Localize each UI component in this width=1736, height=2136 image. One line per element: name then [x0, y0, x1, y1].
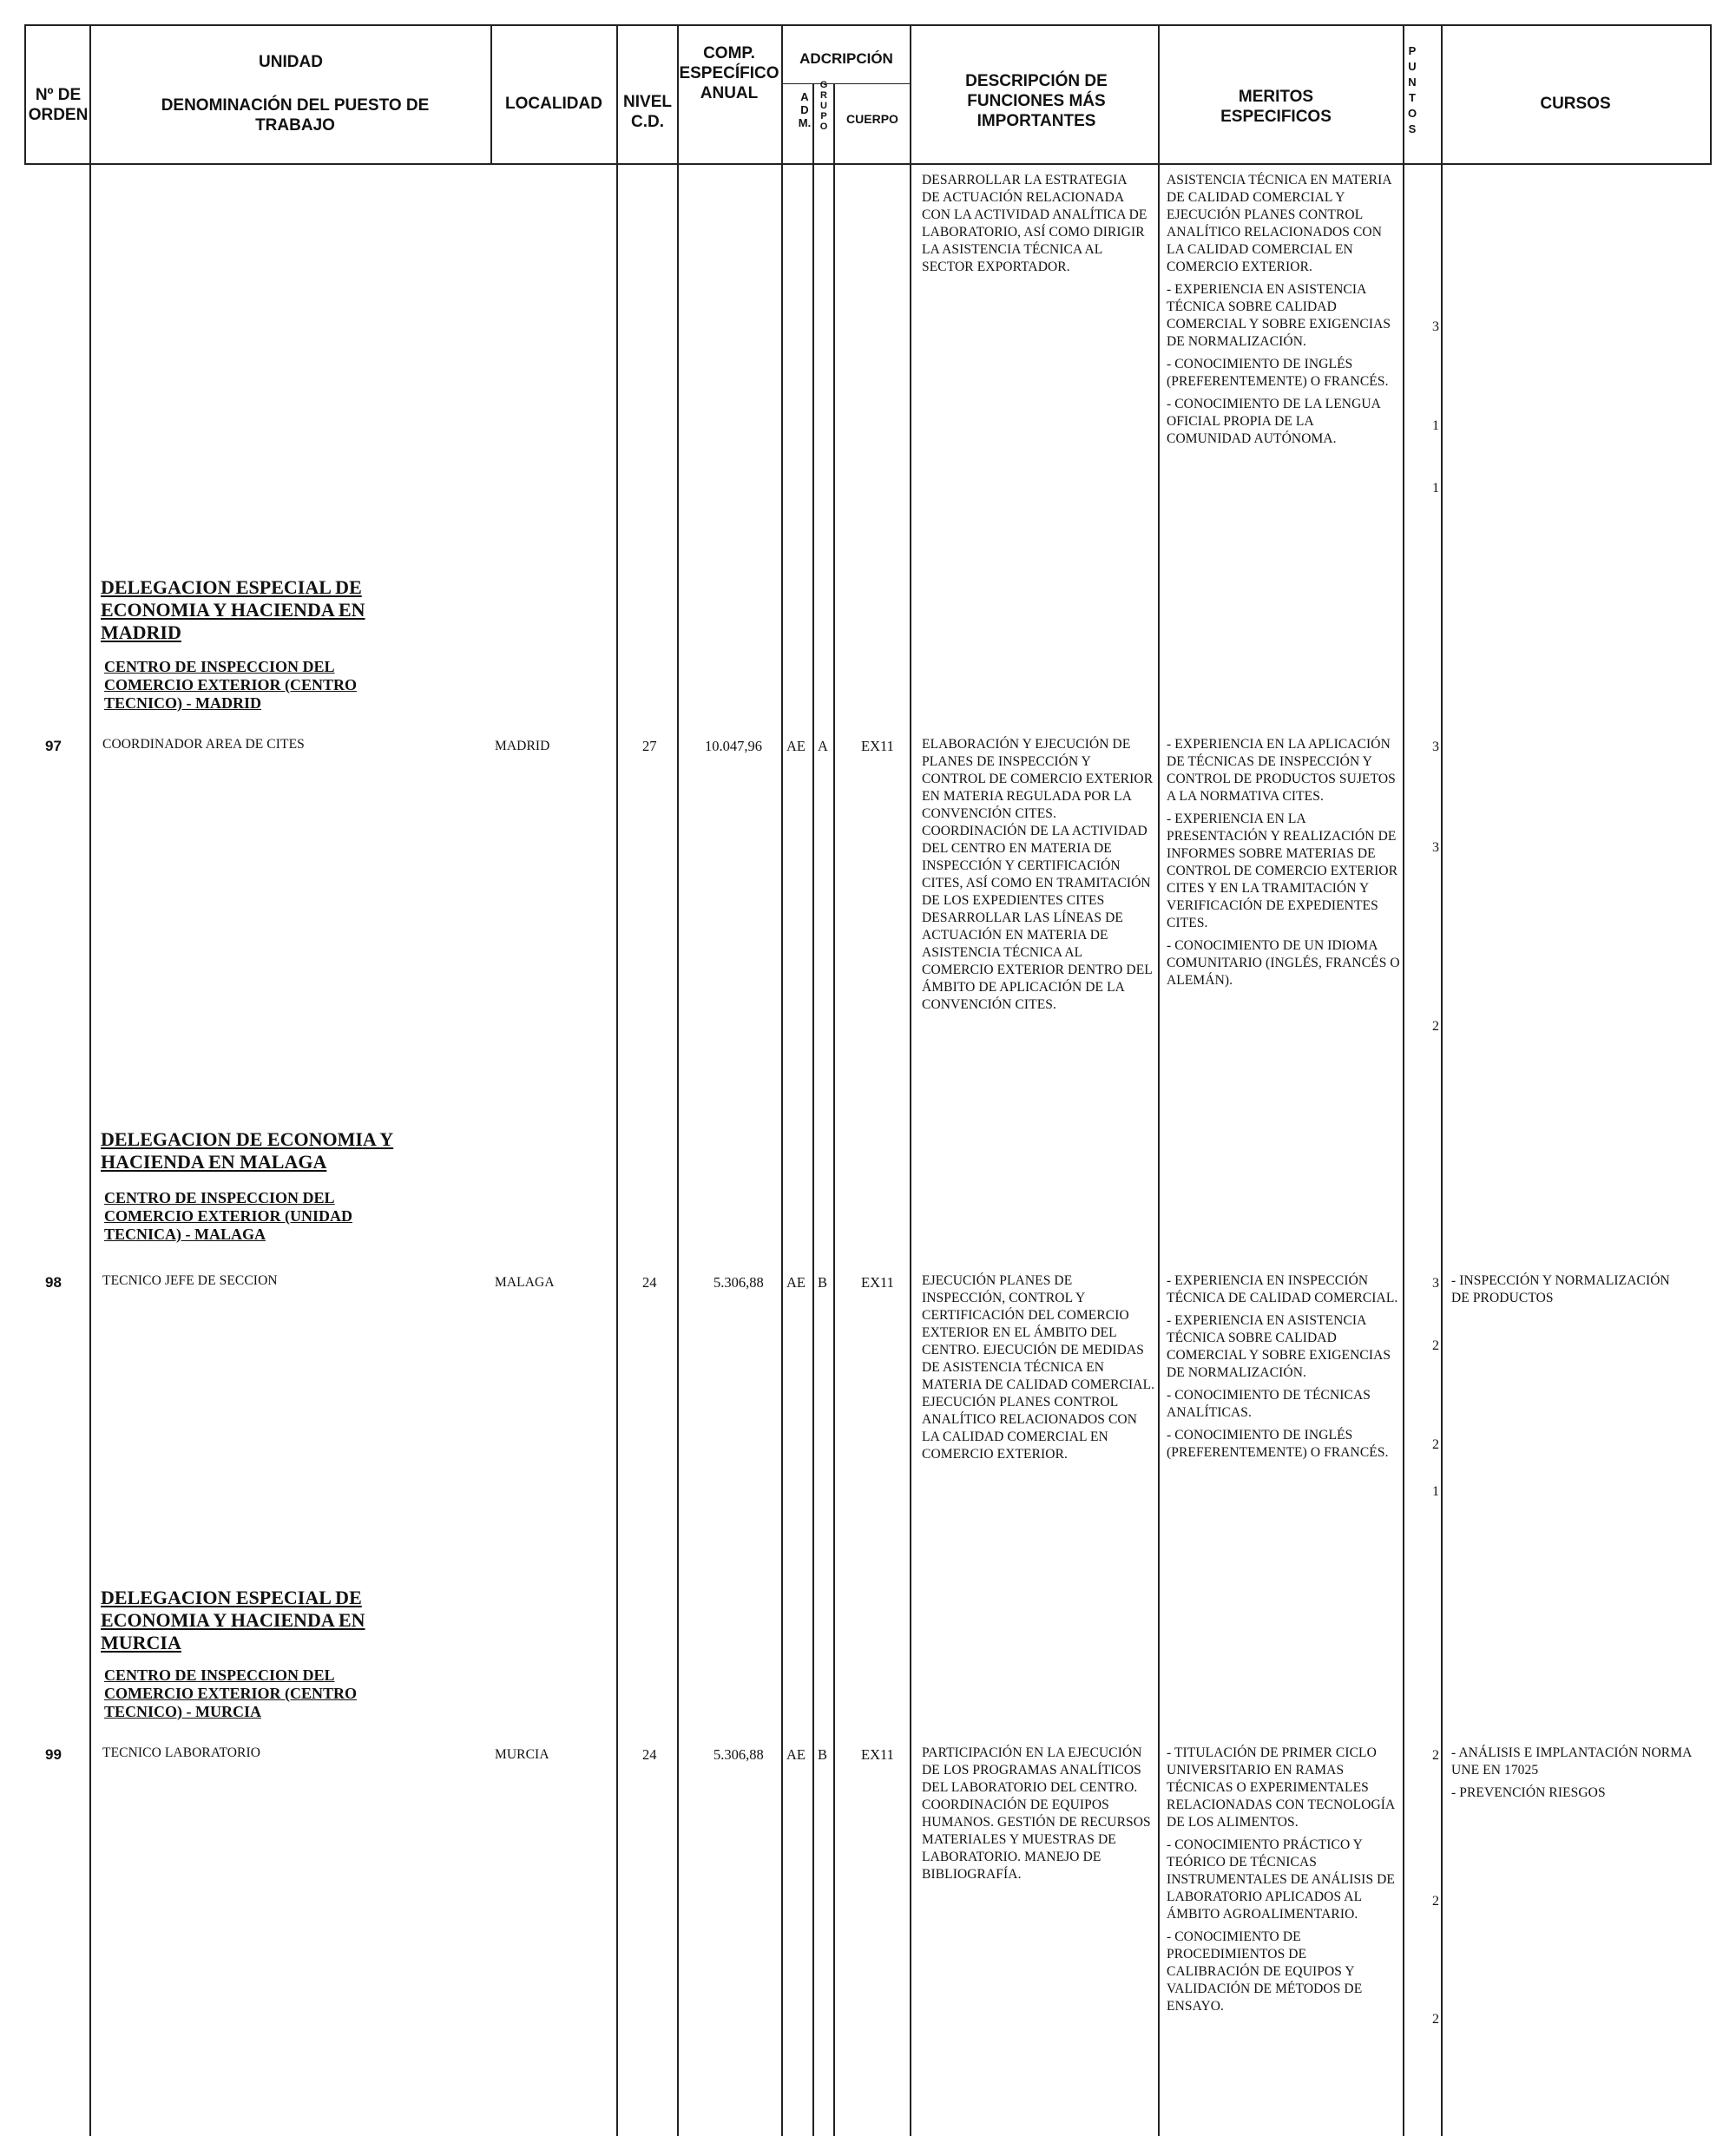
col-line-descripcion	[1158, 24, 1160, 2136]
header-nivel: NIVEL C.D.	[623, 93, 672, 131]
merito-item: - CONOCIMIENTO DE UN IDIOMA COMUNITARIO (INGLÉS, FRANCÉS O ALEMÁN).	[1167, 938, 1400, 988]
table-top-border	[24, 24, 1712, 26]
col-line-meritos	[1403, 24, 1404, 2136]
adm-value: AE	[786, 738, 806, 754]
cursos-list	[1451, 1745, 1703, 1807]
continuation-meritos	[1167, 172, 1401, 453]
cuerpo-value: EX11	[861, 1746, 894, 1763]
merito-item: - CONOCIMIENTO DE LA LENGUA OFICIAL PROPIA DE LA COMUNIDAD AUTÓNOMA.	[1167, 397, 1381, 446]
meritos-list	[1167, 1272, 1401, 1467]
merito-points: 3	[1432, 319, 1439, 334]
cuerpo-value: EX11	[861, 738, 894, 754]
col-line-grupo	[833, 83, 835, 2136]
meritos-list	[1167, 1745, 1401, 2021]
centro-heading: CENTRO DE INSPECCION DEL COMERCIO EXTERIOR (CENTRO TECNICO) - MURCIA	[104, 1666, 358, 1720]
header-grupo: G R U P O	[819, 80, 828, 132]
nivel-value: 27	[642, 738, 657, 754]
centro-heading: CENTRO DE INSPECCION DEL COMERCIO EXTERIOR (UNIDAD TECNICA) - MALAGA	[104, 1189, 353, 1243]
grupo-value: A	[818, 738, 828, 754]
localidad-value: MALAGA	[495, 1275, 555, 1290]
merito-item: - CONOCIMIENTO DE INGLÉS (PREFERENTEMENTE) O FRANCÉS.	[1167, 1428, 1389, 1460]
merito-points: 3	[1432, 739, 1439, 754]
col-line-puntos	[1441, 24, 1443, 2136]
col-line-nivel	[677, 24, 679, 2136]
col-line-adm	[812, 83, 814, 2136]
delegacion-heading: DELEGACION DE ECONOMIA Y HACIENDA EN MALAGA	[101, 1128, 394, 1173]
header-localidad: LOCALIDAD	[505, 95, 602, 113]
localidad-value: MURCIA	[495, 1747, 549, 1762]
merito-item: - EXPERIENCIA EN LA APLICACIÓN DE TÉCNICAS DE INSPECCIÓN Y CONTROL DE PRODUCTOS SUJETOS A LA NORMATIVA CITES.	[1167, 737, 1396, 804]
continuation-descripcion: DESARROLLAR LA ESTRATEGIA DE ACTUACIÓN RELACIONADA CON LA ACTIVIDAD ANALÍTICA DE LABORATORIO, ASÍ COMO DIRIGIR LA ASISTENCIA TÉCNICA AL SECTOR EXPORTADOR.	[922, 173, 1147, 274]
puesto-name: TECNICO LABORATORIO	[102, 1745, 261, 1760]
adm-value: AE	[786, 1274, 806, 1291]
header-meritos: MERITOS ESPECIFICOS	[1220, 88, 1332, 126]
merito-item: - EXPERIENCIA EN INSPECCIÓN TÉCNICA DE CALIDAD COMERCIAL.	[1167, 1273, 1398, 1305]
merito-points: 1	[1432, 1484, 1439, 1499]
col-line-cuerpo	[910, 24, 911, 2136]
col-line-comp	[781, 24, 783, 2136]
adscripcion-subheader-line	[781, 83, 910, 84]
merito-points: 2	[1432, 2012, 1439, 2027]
grupo-value: B	[818, 1274, 828, 1291]
merito-points: 3	[1432, 840, 1439, 855]
merito-points: 2	[1432, 1437, 1439, 1452]
nivel-value: 24	[642, 1274, 657, 1291]
delegacion-heading: DELEGACION ESPECIAL DE ECONOMIA Y HACIENDA EN MADRID	[101, 576, 365, 643]
header-denominacion: DENOMINACIÓN DEL PUESTO DE TRABAJO	[161, 96, 430, 135]
adm-value: AE	[786, 1746, 806, 1763]
merito-item: ASISTENCIA TÉCNICA EN MATERIA DE CALIDAD COMERCIAL Y EJECUCIÓN PLANES CONTROL ANALÍTICO RELACIONADOS CON LA CALIDAD COMERCIAL EN COMERCIO EXTERIOR.	[1167, 173, 1391, 274]
curso-item: - INSPECCIÓN Y NORMALIZACIÓN DE PRODUCTOS	[1451, 1273, 1670, 1305]
header-descripcion: DESCRIPCIÓN DE FUNCIONES MÁS IMPORTANTES	[965, 72, 1108, 130]
header-adscripcion: ADCRIPCIÓN	[799, 50, 893, 67]
merito-points: 1	[1432, 418, 1439, 433]
localidad-value: MADRID	[495, 739, 550, 753]
merito-item: - EXPERIENCIA EN ASISTENCIA TÉCNICA SOBRE CALIDAD COMERCIAL Y SOBRE EXIGENCIAS DE NORMALIZACIÓN.	[1167, 1313, 1391, 1380]
cuerpo-value: EX11	[861, 1274, 894, 1291]
meritos-list	[1167, 736, 1401, 995]
header-puntos: P U N T O S	[1407, 44, 1417, 135]
col-line-denominacion	[490, 24, 492, 165]
merito-item: - CONOCIMIENTO PRÁCTICO Y TEÓRICO DE TÉCNICAS INSTRUMENTALES DE ANÁLISIS DE LABORATORIO APLICADOS AL ÁMBITO AGROALIMENTARIO.	[1167, 1837, 1396, 1922]
curso-item: - ANÁLISIS E IMPLANTACIÓN NORMA UNE EN 17025	[1451, 1745, 1692, 1778]
merito-item: - CONOCIMIENTO DE INGLÉS (PREFERENTEMENTE) O FRANCÉS.	[1167, 357, 1389, 389]
header-unidad: UNIDAD	[259, 53, 323, 71]
descripcion-text: EJECUCIÓN PLANES DE INSPECCIÓN, CONTROL Y CERTIFICACIÓN DEL COMERCIO EXTERIOR EN EL ÁMBITO DEL CENTRO. EJECUCIÓN DE MEDIDAS DE ASISTENCIA TÉCNICA EN MATERIA DE CALIDAD COMERCIAL. EJECUCIÓN PLANES CONTROL ANALÍTICO RELACIONADOS CON LA CALIDAD COMERCIAL EN COMERCIO EXTERIOR.	[922, 1273, 1155, 1462]
centro-heading: CENTRO DE INSPECCION DEL COMERCIO EXTERIOR (CENTRO TECNICO) - MADRID	[104, 658, 358, 712]
puesto-name: COORDINADOR AREA DE CITES	[102, 737, 305, 752]
delegacion-heading: DELEGACION ESPECIAL DE ECONOMIA Y HACIENDA EN MURCIA	[101, 1587, 365, 1653]
merito-item: - EXPERIENCIA EN LA PRESENTACIÓN Y REALIZACIÓN DE INFORMES SOBRE MATERIAS DE CONTROL DE COMERCIO EXTERIOR CITES Y EN LA TRAMITACIÓN Y VERIFICACIÓN DE EXPEDIENTES CITES.	[1167, 812, 1398, 930]
row-number: 97	[45, 738, 62, 754]
curso-item: - PREVENCIÓN RIESGOS	[1451, 1785, 1606, 1800]
merito-points: 1	[1432, 481, 1439, 496]
descripcion-text: ELABORACIÓN Y EJECUCIÓN DE PLANES DE INSPECCIÓN Y CONTROL DE COMERCIO EXTERIOR EN MATERIA REGULADA POR LA CONVENCIÓN CITES. COORDINACIÓN DE LA ACTIVIDAD DEL CENTRO EN MATERIA DE INSPECCIÓN Y CERTIFICACIÓN CITES, ASÍ COMO EN TRAMITACIÓN DE LOS EXPEDIENTES CITES DESARROLLAR LAS LÍNEAS DE ACTUACIÓN EN MATERIA DE ASISTENCIA TÉCNICA AL COMERCIO EXTERIOR DENTRO DEL ÁMBITO DE APLICACIÓN DE LA CONVENCIÓN CITES.	[922, 737, 1154, 1012]
descripcion-text: PARTICIPACIÓN EN LA EJECUCIÓN DE LOS PROGRAMAS ANALÍTICOS DEL LABORATORIO DEL CENTRO. COORDINACIÓN DE EQUIPOS HUMANOS. GESTIÓN DE RECURSOS MATERIALES Y MUESTRAS DE LABORATORIO. MANEJO DE BIBLIOGRAFÍA.	[922, 1745, 1151, 1882]
merito-item: - TITULACIÓN DE PRIMER CICLO UNIVERSITARIO EN RAMAS TÉCNICAS O EXPERIMENTALES RELACIONADAS CON TECNOLOGÍA DE LOS ALIMENTOS.	[1167, 1745, 1395, 1830]
header-adm: A D M.	[798, 90, 812, 129]
merito-item: - CONOCIMIENTO DE PROCEDIMIENTOS DE CALIBRACIÓN DE EQUIPOS Y VALIDACIÓN DE MÉTODOS DE ENSAYO.	[1167, 1929, 1363, 2014]
merito-points: 2	[1432, 1748, 1439, 1763]
merito-points: 2	[1432, 1894, 1439, 1909]
col-line-right	[1710, 24, 1712, 165]
row-number: 98	[45, 1274, 62, 1291]
col-line-localidad	[616, 24, 618, 2136]
col-line-left	[24, 24, 26, 165]
col-line-orden	[89, 24, 91, 2136]
puesto-name: TECNICO JEFE DE SECCION	[102, 1273, 278, 1288]
merito-item: - EXPERIENCIA EN ASISTENCIA TÉCNICA SOBRE CALIDAD COMERCIAL Y SOBRE EXIGENCIAS DE NORMALIZACIÓN.	[1167, 282, 1391, 349]
row-number: 99	[45, 1746, 62, 1763]
header-cursos: CURSOS	[1540, 95, 1611, 113]
comp-value: 5.306,88	[713, 1746, 764, 1763]
header-bottom-border	[24, 163, 1712, 165]
header-comp: COMP. ESPECÍFICO ANUAL	[679, 44, 779, 102]
merito-points: 2	[1432, 1338, 1439, 1353]
merito-points: 2	[1432, 1019, 1439, 1034]
grupo-value: B	[818, 1746, 828, 1763]
header-n-orden: Nº DE ORDEN	[28, 86, 89, 124]
comp-value: 5.306,88	[713, 1274, 764, 1291]
merito-item: - CONOCIMIENTO DE TÉCNICAS ANALÍTICAS.	[1167, 1388, 1371, 1420]
comp-value: 10.047,96	[705, 738, 762, 754]
merito-points: 3	[1432, 1276, 1439, 1291]
nivel-value: 24	[642, 1746, 657, 1763]
header-cuerpo: CUERPO	[846, 112, 898, 126]
